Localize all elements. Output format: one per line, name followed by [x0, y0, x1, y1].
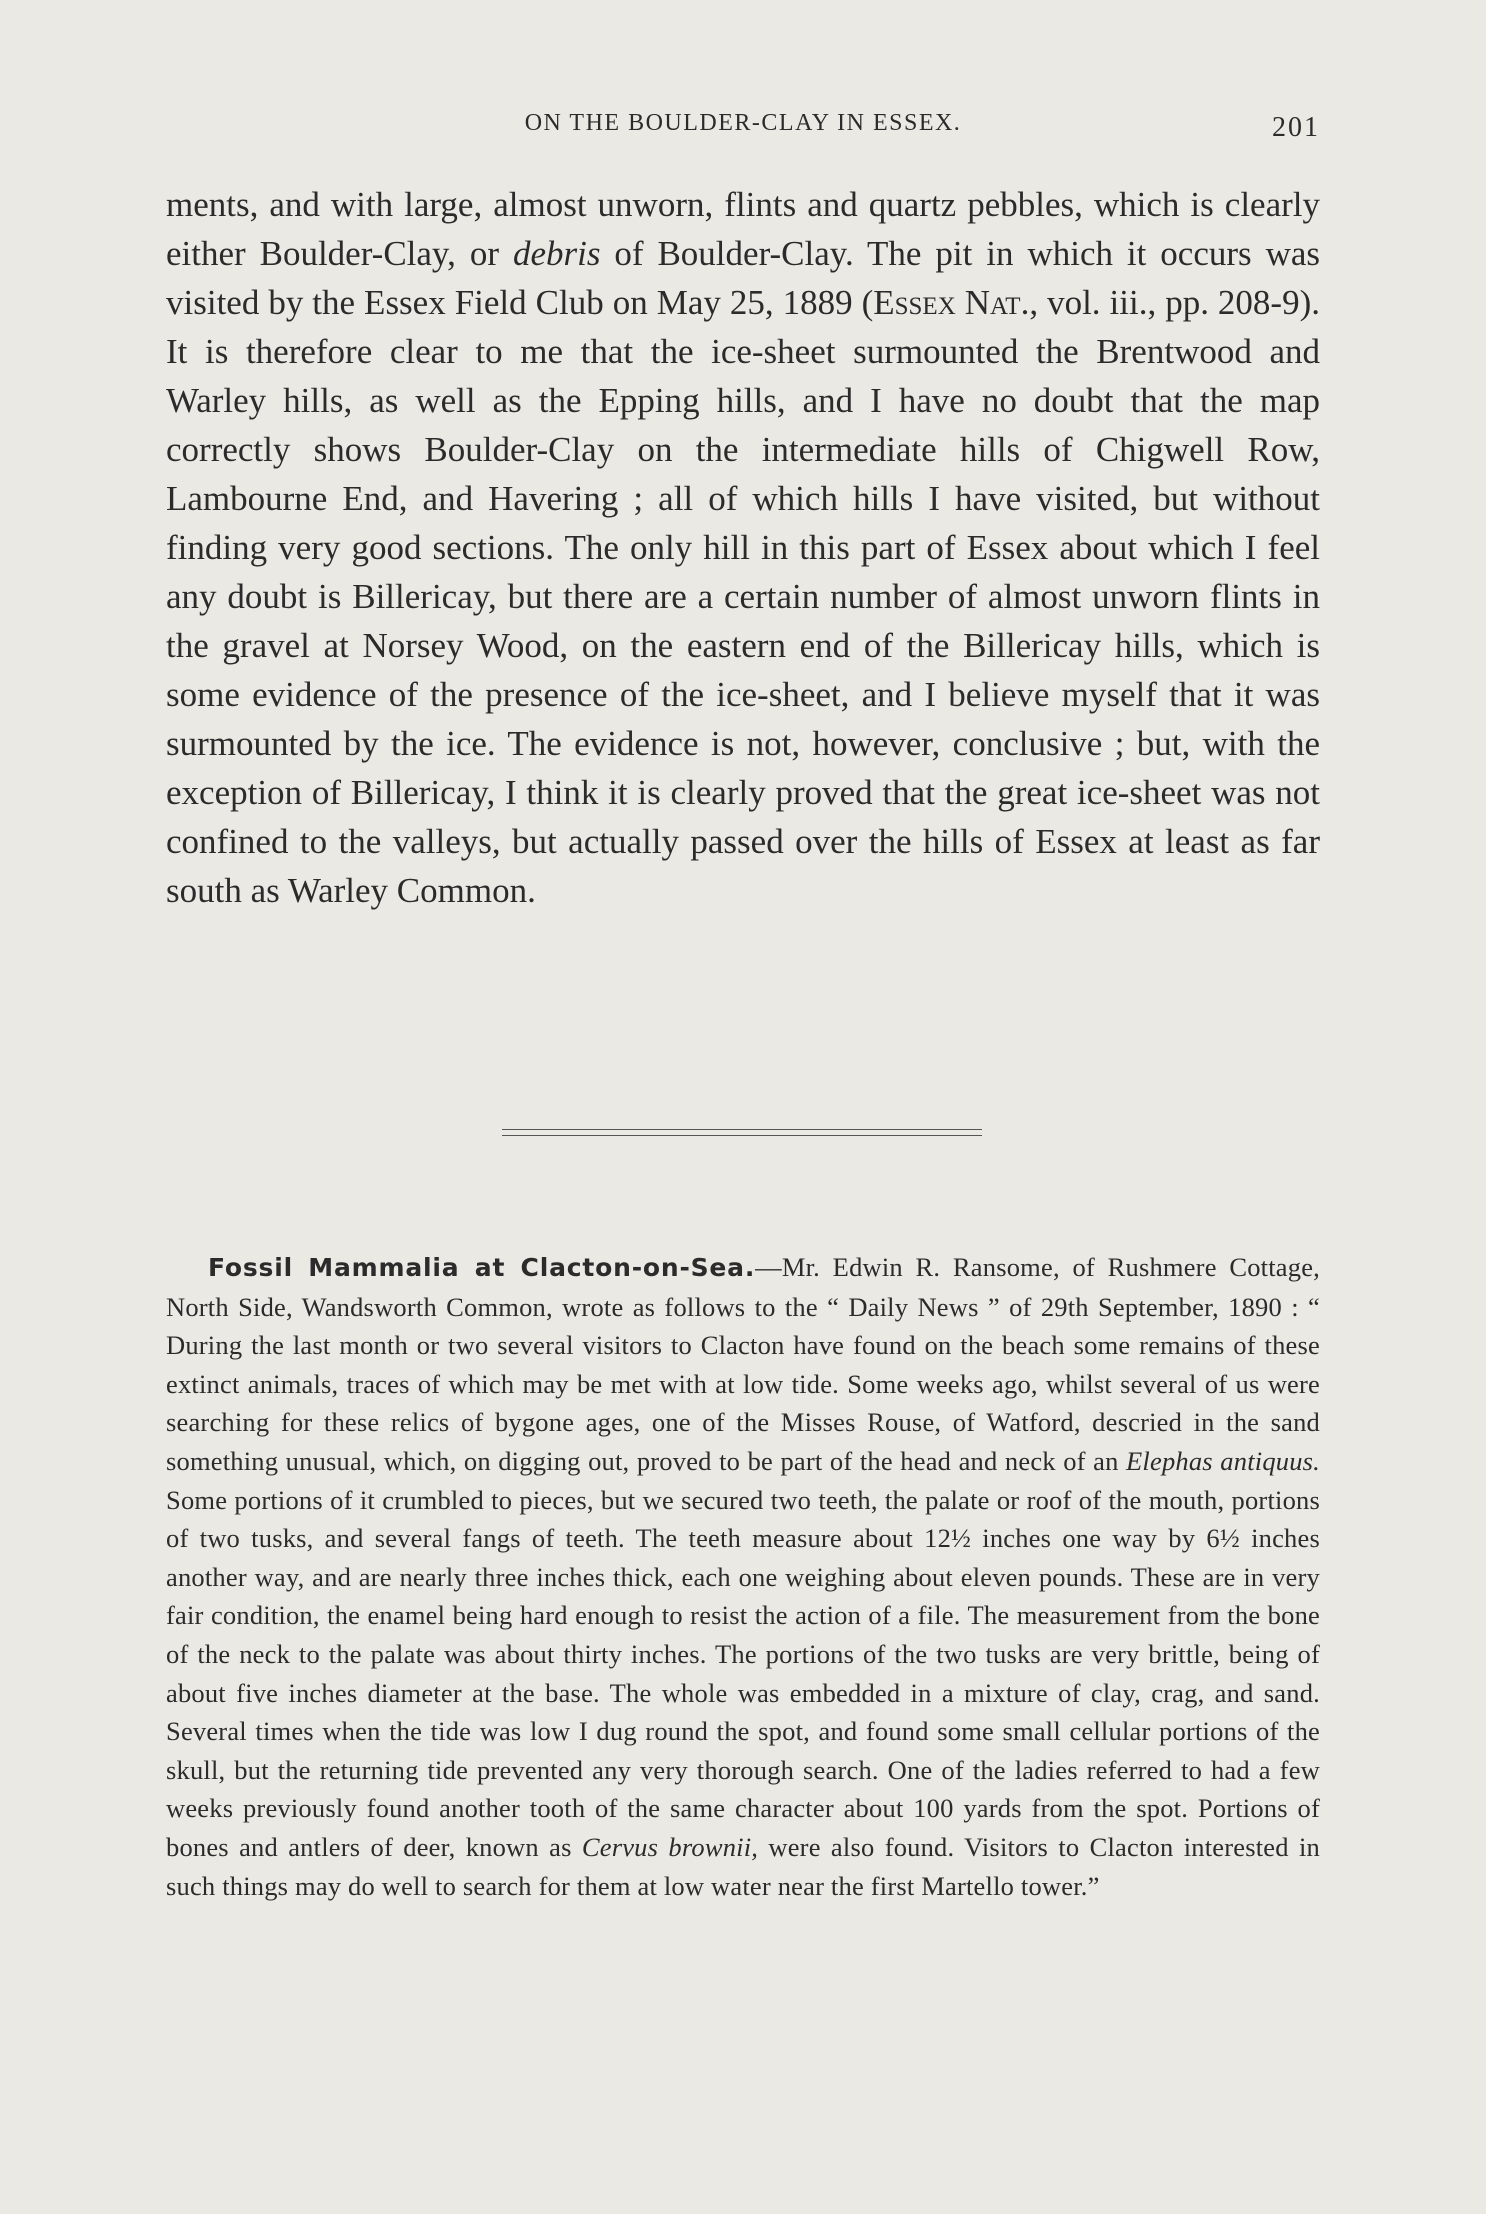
note-paragraph — [166, 1248, 1320, 1905]
text-run: ments, and with large, almost unworn, flints and quartz pebbles, which is clearly either Boulder-Clay, or — [166, 185, 1320, 273]
page-number: 201 — [1272, 112, 1320, 143]
species-name: Elephas antiquus. — [1126, 1445, 1321, 1476]
paragraph — [166, 180, 1320, 915]
note-heading: Fossil Mammalia at Clacton-on-Sea. — [208, 1253, 756, 1282]
journal-abbreviation: Essex Nat. — [873, 283, 1030, 322]
section-divider — [502, 1129, 982, 1136]
text-run: —Mr. Edwin R. Ransome, of Rushmere Cottage, North Side, Wandsworth Common, wrote as follows to the “ Daily News ” of 29th September, 1890 : “ During the last month or two several visitors to Clacton have found on the beach some remains of these extinct animals, traces of which may be met with at low tide. Some weeks ago, whilst several of us were searching for these relics of bygone ages, one of the Misses Rouse, of Watford, descried in the sand something unusual, which, on digging out, proved to be part of the head and neck of an — [166, 1252, 1320, 1476]
text-run: of Boulder-Clay. The pit in which it occurs was visited by the Essex Field Club on May 25, 1889 ( — [166, 234, 1321, 322]
text-run: Some portions of it crumbled to pieces, but we secured two teeth, the palate or roof of the mouth, portions of two tusks, and several fangs of teeth. The teeth measure about 12½ inches one way by 6½ inches another way, and are nearly three inches thick, each one weighing about eleven pounds. These are in very fair condition, the enamel being hard enough to resist the action of a file. The measurement from the bone of the neck to the palate was about thirty inches. The portions of the two tusks are very brittle, being of about five inches diameter at the base. The whole was embedded in a mixture of clay, crag, and sand. Several times when the tide was low I dug round the spot, and found some small cellular portions of the skull, but the returning tide prevented any very thorough search. One of the ladies referred to had a few weeks previously found another tooth of the same character about 100 yards from the spot. Portions of bones and antlers of deer, known as — [166, 1484, 1320, 1862]
note-section — [166, 1248, 1320, 1905]
main-text — [166, 180, 1320, 915]
running-head — [166, 108, 1320, 148]
text-run: , vol. iii., pp. 208-9). It is therefore clear to me that the ice-sheet surmounted the Brentwood and Warley hills, as well as the Epping hills, and I have no doubt that the map correctly shows Boulder-Clay on the intermediate hills of Chigwell Row, Lambourne End, and Havering ; all of which hills I have visited, but without finding very good sections. The only hill in this part of Essex about which I feel any doubt is Billericay, but there are a certain number of almost unworn flints in the gravel at Norsey Wood, on the eastern end of the Billericay hills, which is some evidence of the presence of the ice-sheet, and I believe myself that it was surmounted by the ice. The evidence is not, however, conclusive ; but, with the exception of Billericay, I think it is clearly proved that the great ice-sheet was not confined to the valleys, but actually passed over the hills of Essex at least as far south as Warley Common. — [166, 283, 1320, 910]
species-name: Cervus brownii, — [581, 1831, 759, 1862]
text-run: were also found. Visitors to Clacton interested in such things may do well to search for them at low water near the first Martello tower.” — [166, 1831, 1320, 1901]
italic-term: debris — [512, 234, 601, 273]
running-title: ON THE BOULDER-CLAY IN ESSEX. — [524, 110, 962, 136]
